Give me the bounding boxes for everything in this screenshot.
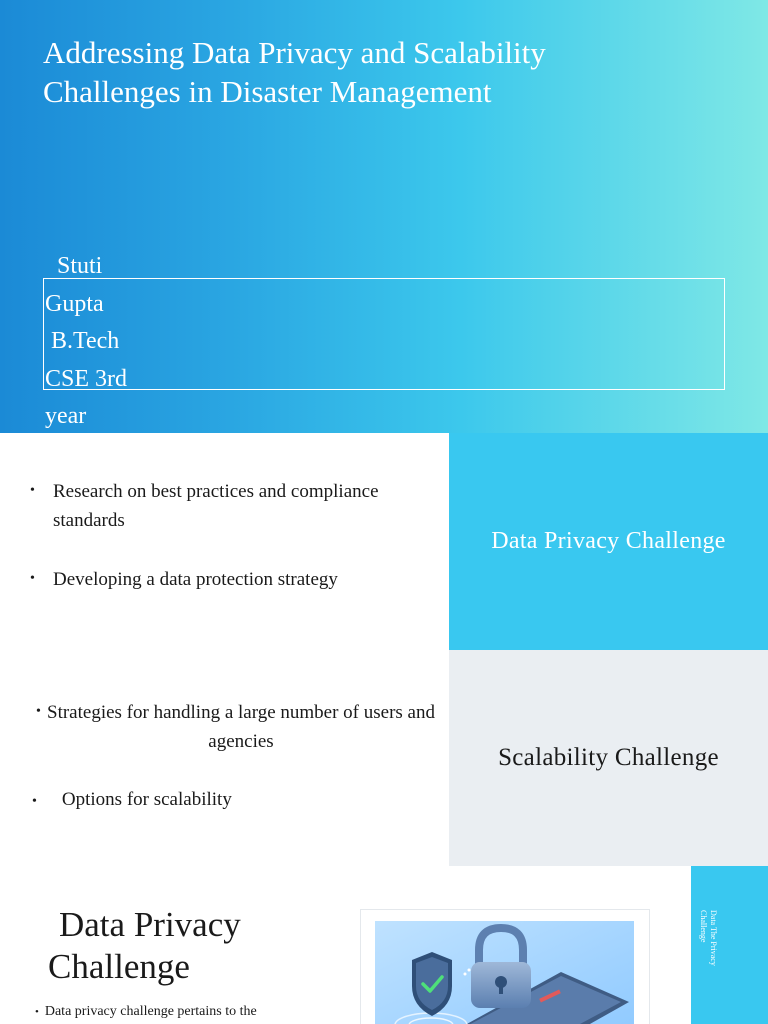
slide-title: Addressing Data Privacy and Scalability Challenges in Disaster Management [43, 35, 546, 109]
bullet-text: Options for scalability [61, 789, 232, 810]
panel-title: Scalability Challenge [498, 744, 719, 771]
body-text [35, 1004, 335, 1020]
bullet-text: Developing a data protection strategy [53, 569, 338, 590]
author-info: Stuti Gupta B.Tech CSE 3rd year [45, 253, 128, 429]
scalability-slide [0, 650, 768, 866]
heading-line: Data Privacy [59, 905, 241, 944]
side-panel-text [698, 910, 718, 990]
title-slide [0, 0, 768, 433]
title-panel [449, 433, 768, 650]
data-privacy-detail-slide [0, 866, 768, 1024]
panel-title: Data Privacy Challenge [491, 528, 726, 554]
security-illustration-svg [361, 910, 649, 1024]
bullet-icon: • [35, 1006, 39, 1018]
data-privacy-slide [0, 433, 768, 650]
side-panel-line: Challenge [699, 910, 708, 943]
slide-heading [48, 904, 298, 988]
list-item [30, 565, 435, 594]
list-item [32, 785, 332, 816]
title-panel [449, 650, 768, 866]
bullet-text: Strategies for handling a large number of users and agencies [47, 702, 435, 752]
side-panel [691, 866, 768, 1024]
body-text-line: Data privacy challenge pertains to the [44, 1004, 257, 1019]
bullet-text: Research on best practices and compliance standards [53, 481, 379, 531]
security-illustration [360, 909, 650, 1024]
bullet-list [30, 477, 435, 624]
bullet-icon: • [32, 794, 37, 809]
bullet-icon: • [30, 483, 35, 498]
bullet-icon: • [36, 704, 41, 719]
heading-line: Challenge [48, 947, 190, 986]
side-panel-line: Data The Privacy [709, 910, 718, 966]
bullet-icon: • [30, 571, 35, 586]
list-item [30, 477, 435, 535]
list-item [36, 698, 446, 756]
